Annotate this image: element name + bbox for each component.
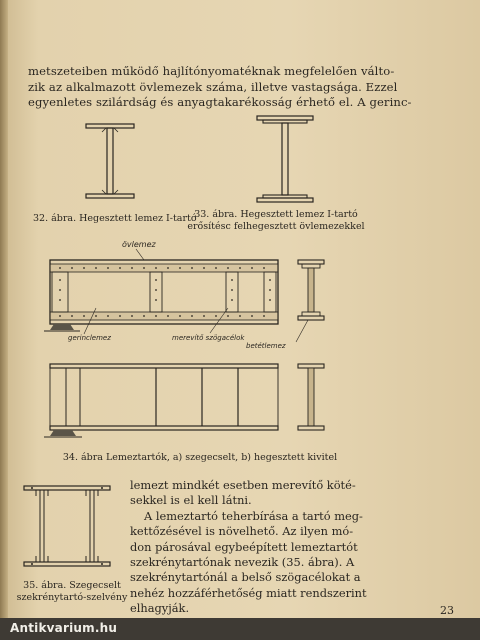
paragraph-line: elhagyják. — [130, 601, 190, 616]
figure-33-drawing — [245, 110, 325, 210]
figure-34-caption: 34. ábra Lemeztartók, a) szegecselt, b) hegesztett kivitel — [62, 452, 338, 463]
label-betetlemez: betétlemez — [246, 342, 286, 350]
top-paragraph — [28, 64, 448, 111]
figure-35-caption-line: 35. ábra. Szegecselt — [23, 580, 121, 591]
paragraph-line: lemezt mindkét esetben merevítő köté- — [130, 478, 356, 492]
figure-34a-drawing — [40, 238, 360, 350]
figure-35-caption-line: szekrénytartó-szelvény — [16, 591, 128, 603]
label-merevito: merevítő szögacélok — [172, 334, 245, 342]
figure-34b-drawing — [40, 356, 360, 446]
figure-32-drawing — [70, 118, 150, 208]
watermark-text: Antikvarium.hu — [10, 621, 118, 635]
paragraph-line: egyenletes szilárdság és anyagtakarékosság érhető el. A gerinc- — [28, 95, 412, 109]
paragraph-line: szekrénytartónak nevezik (35. ábra). A — [130, 555, 355, 570]
paragraph-line: kettőzésével is növelhető. Az ilyen mó- — [130, 524, 354, 539]
label-ovlemez: övlemez — [122, 240, 156, 249]
figure-33-caption-line: erősítésc felhegesztett övlemezekkel — [187, 220, 365, 232]
label-gerinclemez: gerinclemez — [68, 334, 111, 342]
page-number: 23 — [440, 604, 454, 617]
figure-32-caption: 32. ábra. Hegesztett lemez I-tartó — [33, 213, 197, 224]
paragraph-line: sekkel is el kell látni. — [130, 493, 252, 508]
paragraph-line: A lemeztartó teherbírása a tartó meg- — [144, 508, 363, 523]
watermark-bar — [0, 618, 480, 640]
figure-33-caption — [186, 209, 366, 232]
paragraph-line: szekrénytartónál a belső szögacélokat a — [130, 570, 361, 585]
page-binding-edge — [0, 0, 8, 640]
figure-33-caption-line: 33. ábra. Hegesztett lemez I-tartó — [194, 209, 358, 220]
paragraph-line: zik az alkalmazott övlemezek száma, illetve vastagsága. Ezzel — [28, 79, 398, 94]
figure-35-caption — [16, 580, 128, 603]
paragraph-line: don párosával egybeépített lemeztartót — [130, 539, 358, 554]
paragraph-line: metszeteiben működő hajlítónyomatéknak megfelelően válto- — [28, 64, 395, 78]
paragraph-line: nehéz hozzáférhetőség miatt rendszerint — [130, 585, 367, 600]
figure-35-drawing — [18, 480, 118, 574]
right-column-text — [130, 478, 450, 617]
